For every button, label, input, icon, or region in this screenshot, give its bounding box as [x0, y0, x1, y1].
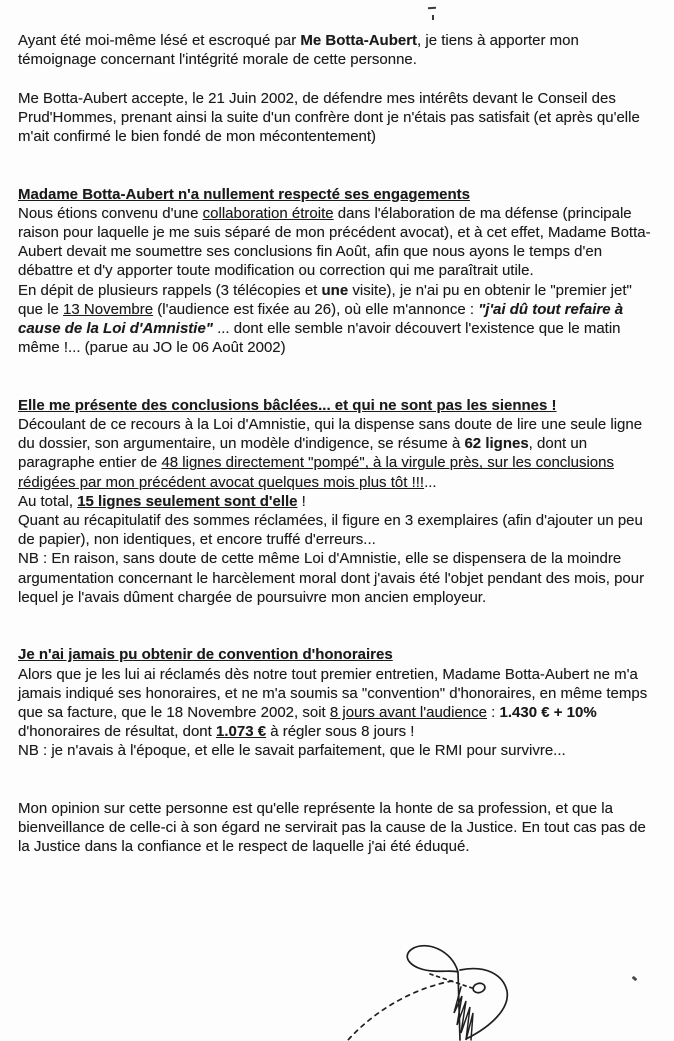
- text-run: (l'audience est fixée au 26), où elle m'annonce :: [153, 300, 479, 318]
- text-run: Me Botta-Aubert accepte, le 21 Juin 2002, de défendre mes intérêts devant le Conseil des Prud'Hommes, prenant ainsi la suite d'un confrère dont je n'étais pas satisfait (et après qu'elle m'ait confirmé le bien fondé de mon mécontentement): [18, 89, 640, 145]
- text-run: 1.073 €: [216, 723, 267, 741]
- handwritten-signature: [340, 941, 540, 1041]
- text-run: 15 lignes seulement sont d'elle: [77, 492, 298, 510]
- paragraph: [18, 741, 658, 760]
- paragraph: [18, 799, 658, 857]
- text-run: NB : je n'avais à l'époque, et elle le savait parfaitement, que le RMI pour survivre...: [18, 742, 566, 760]
- text-run: Mon opinion sur cette personne est qu'elle représente la honte de sa profession, et que la bienveillance de celle-ci à son égard ne servirait pas la cause de la Justice. En tout cas pas de la Justice dans la confiance et le respect de laquelle j'ai été éduqué.: [18, 800, 646, 856]
- text-run: 62 lignes: [464, 435, 529, 453]
- scan-artifact-dash: [428, 7, 436, 10]
- text-run: Au total,: [18, 492, 78, 510]
- text-run: 1.430 € + 10%: [499, 704, 597, 722]
- text-run: ...: [424, 473, 437, 491]
- paragraph: [18, 281, 658, 358]
- text-run: 48 lignes directement "pompé", à la virgule près, sur les conclusions rédigées par mon précédent avocat quelques mois plus tôt !!!: [18, 454, 614, 491]
- signature-o-flourish: [472, 982, 486, 994]
- section-heading: [18, 185, 658, 204]
- letter-body: [18, 31, 658, 857]
- text-run: 13 Novembre: [63, 300, 154, 318]
- blank-line: [18, 761, 658, 799]
- section-heading: [18, 396, 658, 415]
- paragraph: [18, 665, 658, 742]
- text-run: "j'ai dû tout refaire à cause de la Loi d'Amnistie": [18, 300, 624, 338]
- text-run: une: [321, 281, 349, 299]
- paragraph: [18, 511, 658, 549]
- text-run: , dont un paragraphe entier de: [18, 435, 588, 472]
- text-run: visite), je n'ai pu en obtenir le "premier jet" que le: [18, 281, 632, 318]
- text-run: d'honoraires de résultat, dont: [18, 723, 216, 741]
- text-run: En dépit de plusieurs rappels (3 télécopies et: [18, 281, 322, 299]
- blank-line: [18, 607, 658, 645]
- blank-line: [18, 69, 658, 88]
- text-run: Découlant de ce recours à la Loi d'Amnistie, qui la dispense sans doute de lire une seule ligne du dossier, son argumentaire, un modèle d'indigence, se résume à: [18, 416, 643, 453]
- text-run: Me Botta-Aubert: [300, 32, 418, 49]
- paragraph: [18, 89, 658, 147]
- text-run: Alors que je les lui ai réclamés dès notre tout premier entretien, Madame Botta-Aubert ne m'a jamais indiqué ses honoraires, et ne m'a soumis sa "convention" d'honoraires, en même temps que sa facture, que le 18 Novembre 2002, soit: [18, 665, 648, 722]
- scan-artifact-dot-right: [632, 976, 638, 982]
- paragraph: [18, 549, 658, 607]
- blank-line: [18, 357, 658, 395]
- paragraph: [18, 492, 658, 511]
- text-run: NB : En raison, sans doute de cette même Loi d'Amnistie, elle se dispensera de la moindre argumentation concernant le harcèlement moral dont j'avais été l'objet pendant des mois, pour lequel je l'avais dûment chargée de poursuivre mon ancien employeur.: [18, 550, 645, 606]
- text-run: Je n'ai jamais pu obtenir de convention d'honoraires: [18, 646, 393, 664]
- text-run: :: [487, 704, 500, 722]
- text-run: Ayant été moi-même lésé et escroqué par: [18, 32, 301, 49]
- text-run: Madame Botta-Aubert n'a nullement respecté ses engagements: [18, 185, 471, 203]
- signature-scribble: [454, 987, 473, 1040]
- text-run: , je tiens à apporter mon témoignage concernant l'intégrité morale de cette personne.: [18, 32, 579, 69]
- paragraph: [18, 415, 658, 492]
- scan-artifact-dot-top: [432, 15, 434, 20]
- paragraph: [18, 31, 658, 69]
- signature-dotted-arc: [348, 981, 452, 1040]
- text-run: Nous étions convenu d'une: [18, 204, 203, 222]
- text-run: !: [297, 492, 306, 510]
- text-run: dans l'élaboration de ma défense (principale raison pour laquelle je me suis séparé de mon précédent avocat), et à cet effet, Madame Botta-Aubert devait me soumettre ses conclusions fin Août, afin que nous ayons le temps d'en débattre et d'y apporter toute modification ou correction qui me paraîtrait utile.: [18, 204, 651, 280]
- blank-line: [18, 146, 658, 184]
- text-run: ... dont elle semble n'avoir découvert l'existence que le matin même !... (parue au JO le 06 Août 2002): [18, 320, 621, 357]
- text-run: Elle me présente des conclusions bâclées... et qui ne sont pas les siennes !: [18, 396, 557, 414]
- text-run: 8 jours avant l'audience: [329, 704, 487, 722]
- paragraph: [18, 204, 658, 281]
- text-run: Quant au récapitulatif des sommes réclamées, il figure en 3 exemplaires (afin d'ajouter un peu de papier), non identiques, et encore truffé d'erreurs...: [18, 512, 643, 549]
- section-heading: [18, 645, 658, 664]
- text-run: collaboration étroite: [202, 204, 334, 222]
- text-run: à régler sous 8 jours !: [266, 723, 415, 741]
